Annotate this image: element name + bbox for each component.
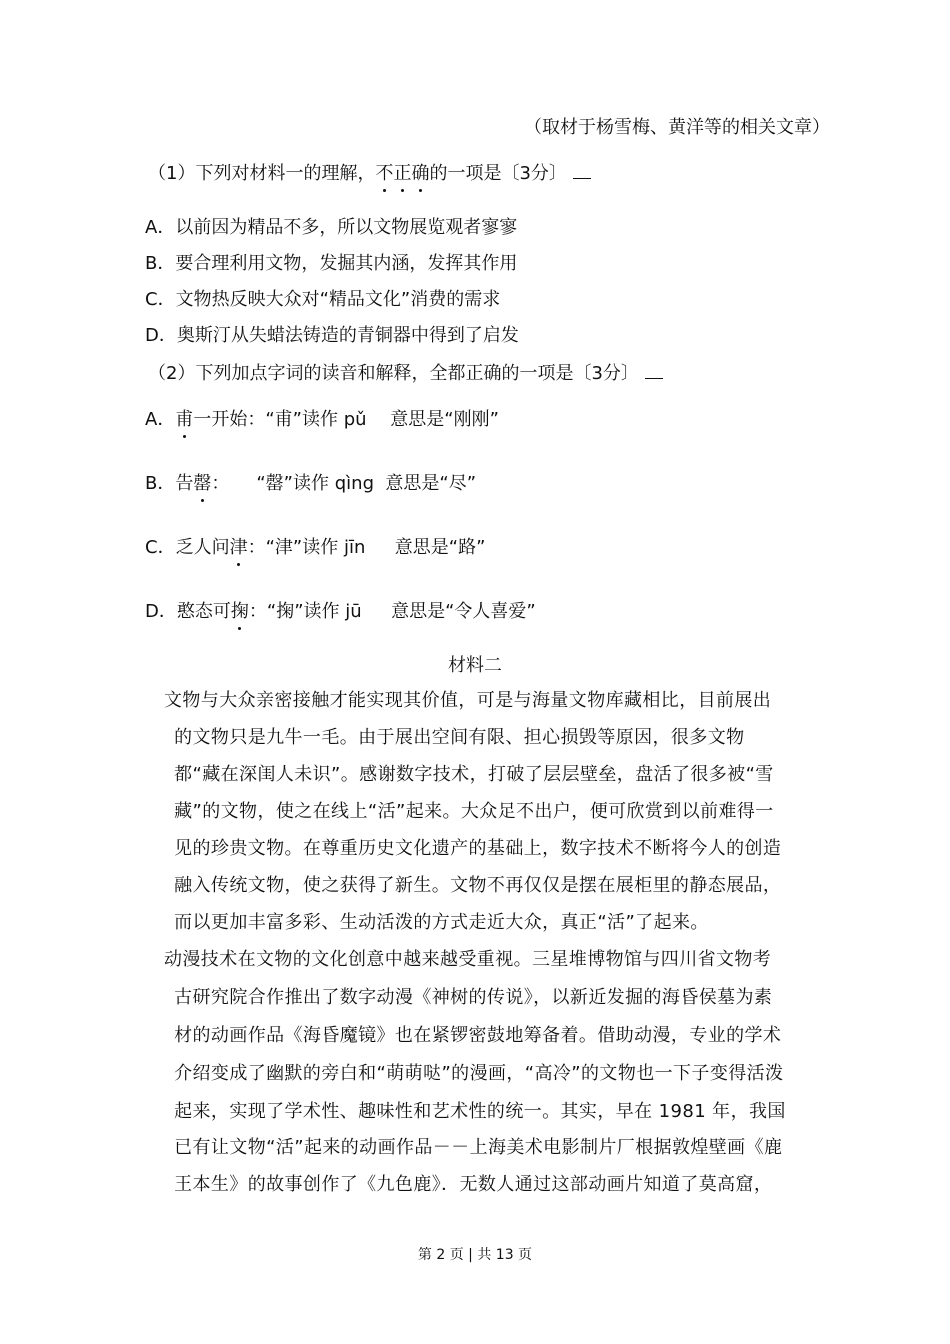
paragraph-line: 王本生》的故事创作了《九色鹿》．无数人通过这部动画片知道了莫高窟，: [168, 1174, 773, 1195]
q1-option-d: D．奥斯汀从失蜡法铸造的青铜器中得到了启发: [145, 325, 519, 346]
paragraph-line: 融入传统文物，使之获得了新生。文物不再仅仅是摆在展柜里的静态展品，: [168, 875, 782, 896]
question-1: [148, 162, 591, 186]
option-text: ：“掬”读作 jū 意思是“令人喜爱”: [248, 601, 536, 622]
option-prefix: A．: [145, 409, 176, 430]
answer-blank: [573, 162, 591, 179]
question-1-prefix: （1）下列对材料一的理解，: [148, 163, 376, 184]
page-footer: 第 2 页 | 共 13 页: [417, 1247, 533, 1263]
paragraph-line: 古研究院合作推出了数字动漫《神树的传说》，以新近发掘的海昏侯墓为素: [168, 987, 773, 1008]
option-text: ：“津”读作 jīn 意思是“路”: [247, 537, 486, 558]
option-prefix: B．告: [145, 473, 194, 494]
question-2-text: （2）下列加点字词的读音和解释，全都正确的一项是〔3分〕: [148, 363, 639, 384]
paragraph-line: 文物与大众亲密接触才能实现其价值，可是与海量文物库藏相比，目前展出: [164, 690, 772, 711]
question-2: [148, 362, 663, 386]
paragraph-line: 见的珍贵文物。在尊重历史文化遗产的基础上，数字技术不断将今人的创造: [168, 838, 782, 859]
emphasized-char: 确: [411, 163, 430, 184]
paragraph-line: 已有让文物“活”起来的动画作品－－上海美术电影制片厂根据敦煌壁画《鹿: [168, 1137, 783, 1158]
paragraph-line: 介绍变成了幽默的旁白和“萌萌哒”的漫画，“高冷”的文物也一下子变得活泼: [168, 1063, 784, 1084]
answer-blank: [645, 362, 663, 379]
emphasized-char: 不: [375, 163, 394, 184]
q1-option-b: B．要合理利用文物，发掘其内涵，发挥其作用: [145, 253, 518, 274]
q2-option-c: [145, 536, 485, 560]
emphasized-char: 津: [229, 537, 248, 558]
q2-option-a: [145, 408, 499, 432]
option-prefix: D．憨态可: [145, 601, 231, 622]
paragraph-line: 材的动画作品《海昏魔镜》也在紧锣密鼓地筹备着。借助动漫，专业的学术: [168, 1025, 782, 1046]
q2-option-d: [145, 600, 536, 624]
paragraph-line: 都“藏在深闺人未识”。感谢数字技术，打破了层层壁垒，盘活了很多被“雪: [168, 764, 774, 785]
option-text: ： “罄”读作 qìng 意思是“尽”: [211, 473, 477, 494]
q2-option-b: [145, 472, 476, 496]
question-1-suffix: 的一项是〔3分〕: [429, 163, 567, 184]
emphasized-char: 罄: [193, 473, 212, 494]
q1-option-a: A．以前因为精品不多，所以文物展览观者寥寥: [145, 217, 518, 238]
q1-option-c: C．文物热反映大众对“精品文化”消费的需求: [145, 289, 501, 310]
emphasized-char: 甫: [175, 409, 194, 430]
paragraph-line: 而以更加丰富多彩、生动活泼的方式走近大众，真正“活”了起来。: [168, 912, 709, 933]
option-text: 一开始：“甫”读作 pǔ 意思是“刚刚”: [193, 409, 499, 430]
paragraph-line: 藏”的文物，使之在线上“活”起来。大众足不出户，便可欣赏到以前难得一: [168, 801, 774, 822]
paragraph-line: 的文物只是九牛一毛。由于展出空间有限、担心损毁等原因，很多文物: [168, 727, 745, 748]
source-note: （取材于杨雪梅、黄洋等的相关文章）: [524, 117, 830, 138]
paragraph-line: 动漫技术在文物的文化创意中越来越受重视。三星堆博物馆与四川省文物考: [164, 949, 772, 970]
paragraph-line: 起来，实现了学术性、趣味性和艺术性的统一。其实，早在 1981 年，我国: [168, 1101, 786, 1122]
emphasized-char: 正: [393, 163, 412, 184]
material-2-title: 材料二: [448, 655, 502, 676]
option-prefix: C．乏人问: [145, 537, 230, 558]
emphasized-char: 掬: [230, 601, 249, 622]
